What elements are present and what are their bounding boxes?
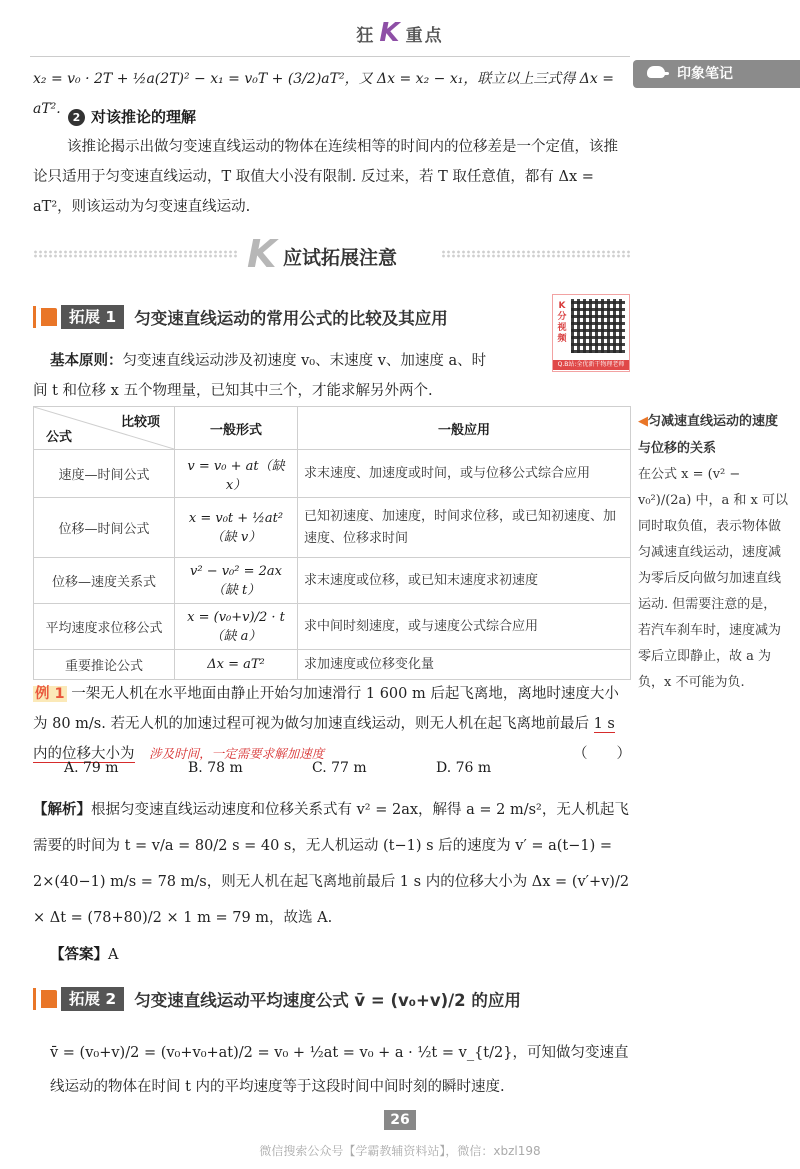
column-header-application: 一般应用 [298, 407, 631, 450]
number-badge: 2 [68, 109, 85, 126]
table-corner-cell [34, 407, 175, 450]
triangle-left-icon: ◀ [638, 414, 648, 429]
table-row [34, 450, 631, 498]
orange-bar [33, 988, 36, 1010]
option-c: C. 77 m [312, 760, 367, 776]
book-icon [39, 990, 57, 1008]
footer-watermark: 微信搜索公众号【学霸教辅资料站】，微信：xbzl198 [259, 1144, 541, 1158]
basic-principle-label: 基本原则： [50, 353, 123, 369]
table-row [34, 650, 631, 680]
page-number: 26 [384, 1110, 416, 1130]
page-header-brand [0, 18, 800, 48]
row-name: 平均速度求位移公式 [34, 604, 175, 650]
corner-bottom-label: 公式 [46, 430, 73, 445]
header-divider [30, 56, 630, 57]
top-formula: x₂ = v₀ · 2T + ½a(2T)² − x₁ = v₀T + (3/2)aT²，又 Δx = x₂ − x₁，联立以上三式得 Δx = aT². [33, 71, 614, 117]
notes-tab [633, 60, 800, 88]
dotted-rule-left [33, 250, 238, 258]
row-formula: x = v₀t + ½at²（缺 v） [175, 498, 298, 558]
answer-parentheses: （ ） [573, 746, 631, 762]
extension-1-header [33, 305, 448, 329]
extension-2-text: v̄ = (v₀+v)/2 = (v₀+v₀+at)/2 = v₀ + ½at = v₀ + a · ½t = v_{t/2}，可知做匀变速直线运动的物体在时间 t 内的平均速度等于这段时间中间时刻的瞬时速度. [50, 1045, 629, 1095]
dotted-rule-right [441, 250, 631, 258]
analysis [33, 792, 631, 936]
sidebar-note [638, 408, 788, 696]
row-name: 位移—时间公式 [34, 498, 175, 558]
analysis-label: 【解析】 [33, 802, 91, 818]
notes-tab-label: 印象笔记 [677, 66, 733, 82]
row-formula: v² − v₀² = 2ax（缺 t） [175, 558, 298, 604]
note-heading-text: 匀减速直线运动的速度与位移的关系 [638, 414, 779, 456]
book-icon [39, 308, 57, 326]
row-application: 求中间时刻速度，或与速度公式综合应用 [298, 604, 631, 650]
basic-principle-continued: 间 t 和位移 x 五个物理量，已知其中三个，才能求解另外两个. [33, 383, 433, 399]
answer-label: 【答案】 [50, 947, 108, 963]
extension-2-header [33, 987, 521, 1011]
row-name: 位移—速度关系式 [34, 558, 175, 604]
row-application: 求末速度或位移，或已知末速度求初速度 [298, 558, 631, 604]
answer [50, 943, 118, 964]
row-name: 重要推论公式 [34, 650, 175, 680]
qr-side-label: K分视频 [557, 301, 567, 344]
row-formula: x = (v₀+v)/2 · t（缺 a） [175, 604, 298, 650]
brand-right: 重点 [405, 26, 444, 46]
row-formula: v = v₀ + at（缺 x） [175, 450, 298, 498]
section-divider [33, 232, 631, 276]
column-header-form: 一般形式 [175, 407, 298, 450]
answer-options [64, 760, 624, 776]
section-banner-title: 应试拓展注意 [283, 247, 398, 269]
basic-principle [33, 346, 630, 399]
note-body: 在公式 x = (v² − v₀²)/(2a) 中，a 和 x 可以同时取负值，表示物体做匀减速直线运动，速度减为零后反向做匀加速直线运动. 但需要注意的是，若汽车刹车时，速度减为零后立即静止，故 a 为负，x 不可能为负. [638, 467, 788, 690]
extension-1-tag: 拓展 1 [61, 305, 124, 329]
row-application: 已知初速度、加速度，时间求位移，或已知初速度、加速度、位移求时间 [298, 498, 631, 558]
option-d: D. 76 m [436, 760, 492, 776]
table-header-row [34, 407, 631, 450]
row-name: 速度—时间公式 [34, 450, 175, 498]
qr-caption: Q.B站:全优新干物理老师 [553, 360, 629, 370]
formula-comparison-table [33, 406, 631, 680]
underlined-phrase: 1 s 内的位移大小为 [33, 716, 615, 762]
analysis-text: 根据匀变速直线运动速度和位移关系式有 v² = 2ax，解得 a = 2 m/s²，无人机起飞需要的时间为 t = v/a = 80/2 s = 40 s，无人机运动 (t−1) s 后的速度为 v′ = a(t−1) = 2×(40−1) m/s = 78 m/s，则无人机在起飞离地前最后 1 s 内的位移大小为 Δx = (v′+v)/2 × Δt = (78+80)/2 × 1 m = 79 m，故选 A. [33, 802, 630, 926]
handwritten-annotation: 涉及时间，一定需要求解加速度 [149, 746, 325, 761]
understanding-title [68, 106, 196, 127]
example-label: 例 1 [35, 686, 65, 702]
table-row [34, 558, 631, 604]
option-a: A. 79 m [64, 760, 119, 776]
basic-principle-text: 匀变速直线运动涉及初速度 v₀、末速度 v、加速度 a、时 [122, 353, 487, 369]
row-formula: Δx = aT² [175, 650, 298, 680]
extension-2-tag: 拓展 2 [61, 987, 124, 1011]
example-1 [33, 679, 631, 769]
option-b: B. 78 m [188, 760, 243, 776]
example-text: 一架无人机在水平地面由静止开始匀加速滑行 1 600 m 后起飞离地，离地时速度大小为 80 m/s. 若无人机的加速过程可视为做匀加速直线运动，则无人机在起飞离地前最后 [33, 686, 619, 732]
row-application: 求加速度或位移变化量 [298, 650, 631, 680]
brand-k-logo: K [379, 18, 402, 48]
table-row [34, 604, 631, 650]
corner-top-label: 比较项 [120, 415, 160, 430]
row-application: 求末速度、加速度或时间，或与位移公式综合应用 [298, 450, 631, 498]
table-row [34, 498, 631, 558]
qr-code-icon [571, 299, 625, 353]
note-heading [638, 408, 788, 462]
answer-value: A [108, 947, 119, 963]
orange-bar [33, 306, 36, 328]
extension-2-title: 匀变速直线运动平均速度公式 v̄ = (v₀+v)/2 的应用 [134, 991, 521, 1010]
brand-left: 狂 [356, 26, 376, 46]
understanding-text: 该推论揭示出做匀变速直线运动的物体在连续相等的时间内的位移差是一个定值，该推论只适用于匀变速直线运动，T 取值大小没有限制. 反过来，若 T 取任意值，都有 Δx = aT²，则该运动为匀变速直线运动. [33, 139, 618, 215]
understanding-title-text: 对该推论的理解 [91, 108, 197, 126]
extension-1-title: 匀变速直线运动的常用公式的比较及其应用 [134, 309, 448, 328]
k-logo: K [247, 232, 277, 276]
elephant-icon [647, 66, 669, 80]
